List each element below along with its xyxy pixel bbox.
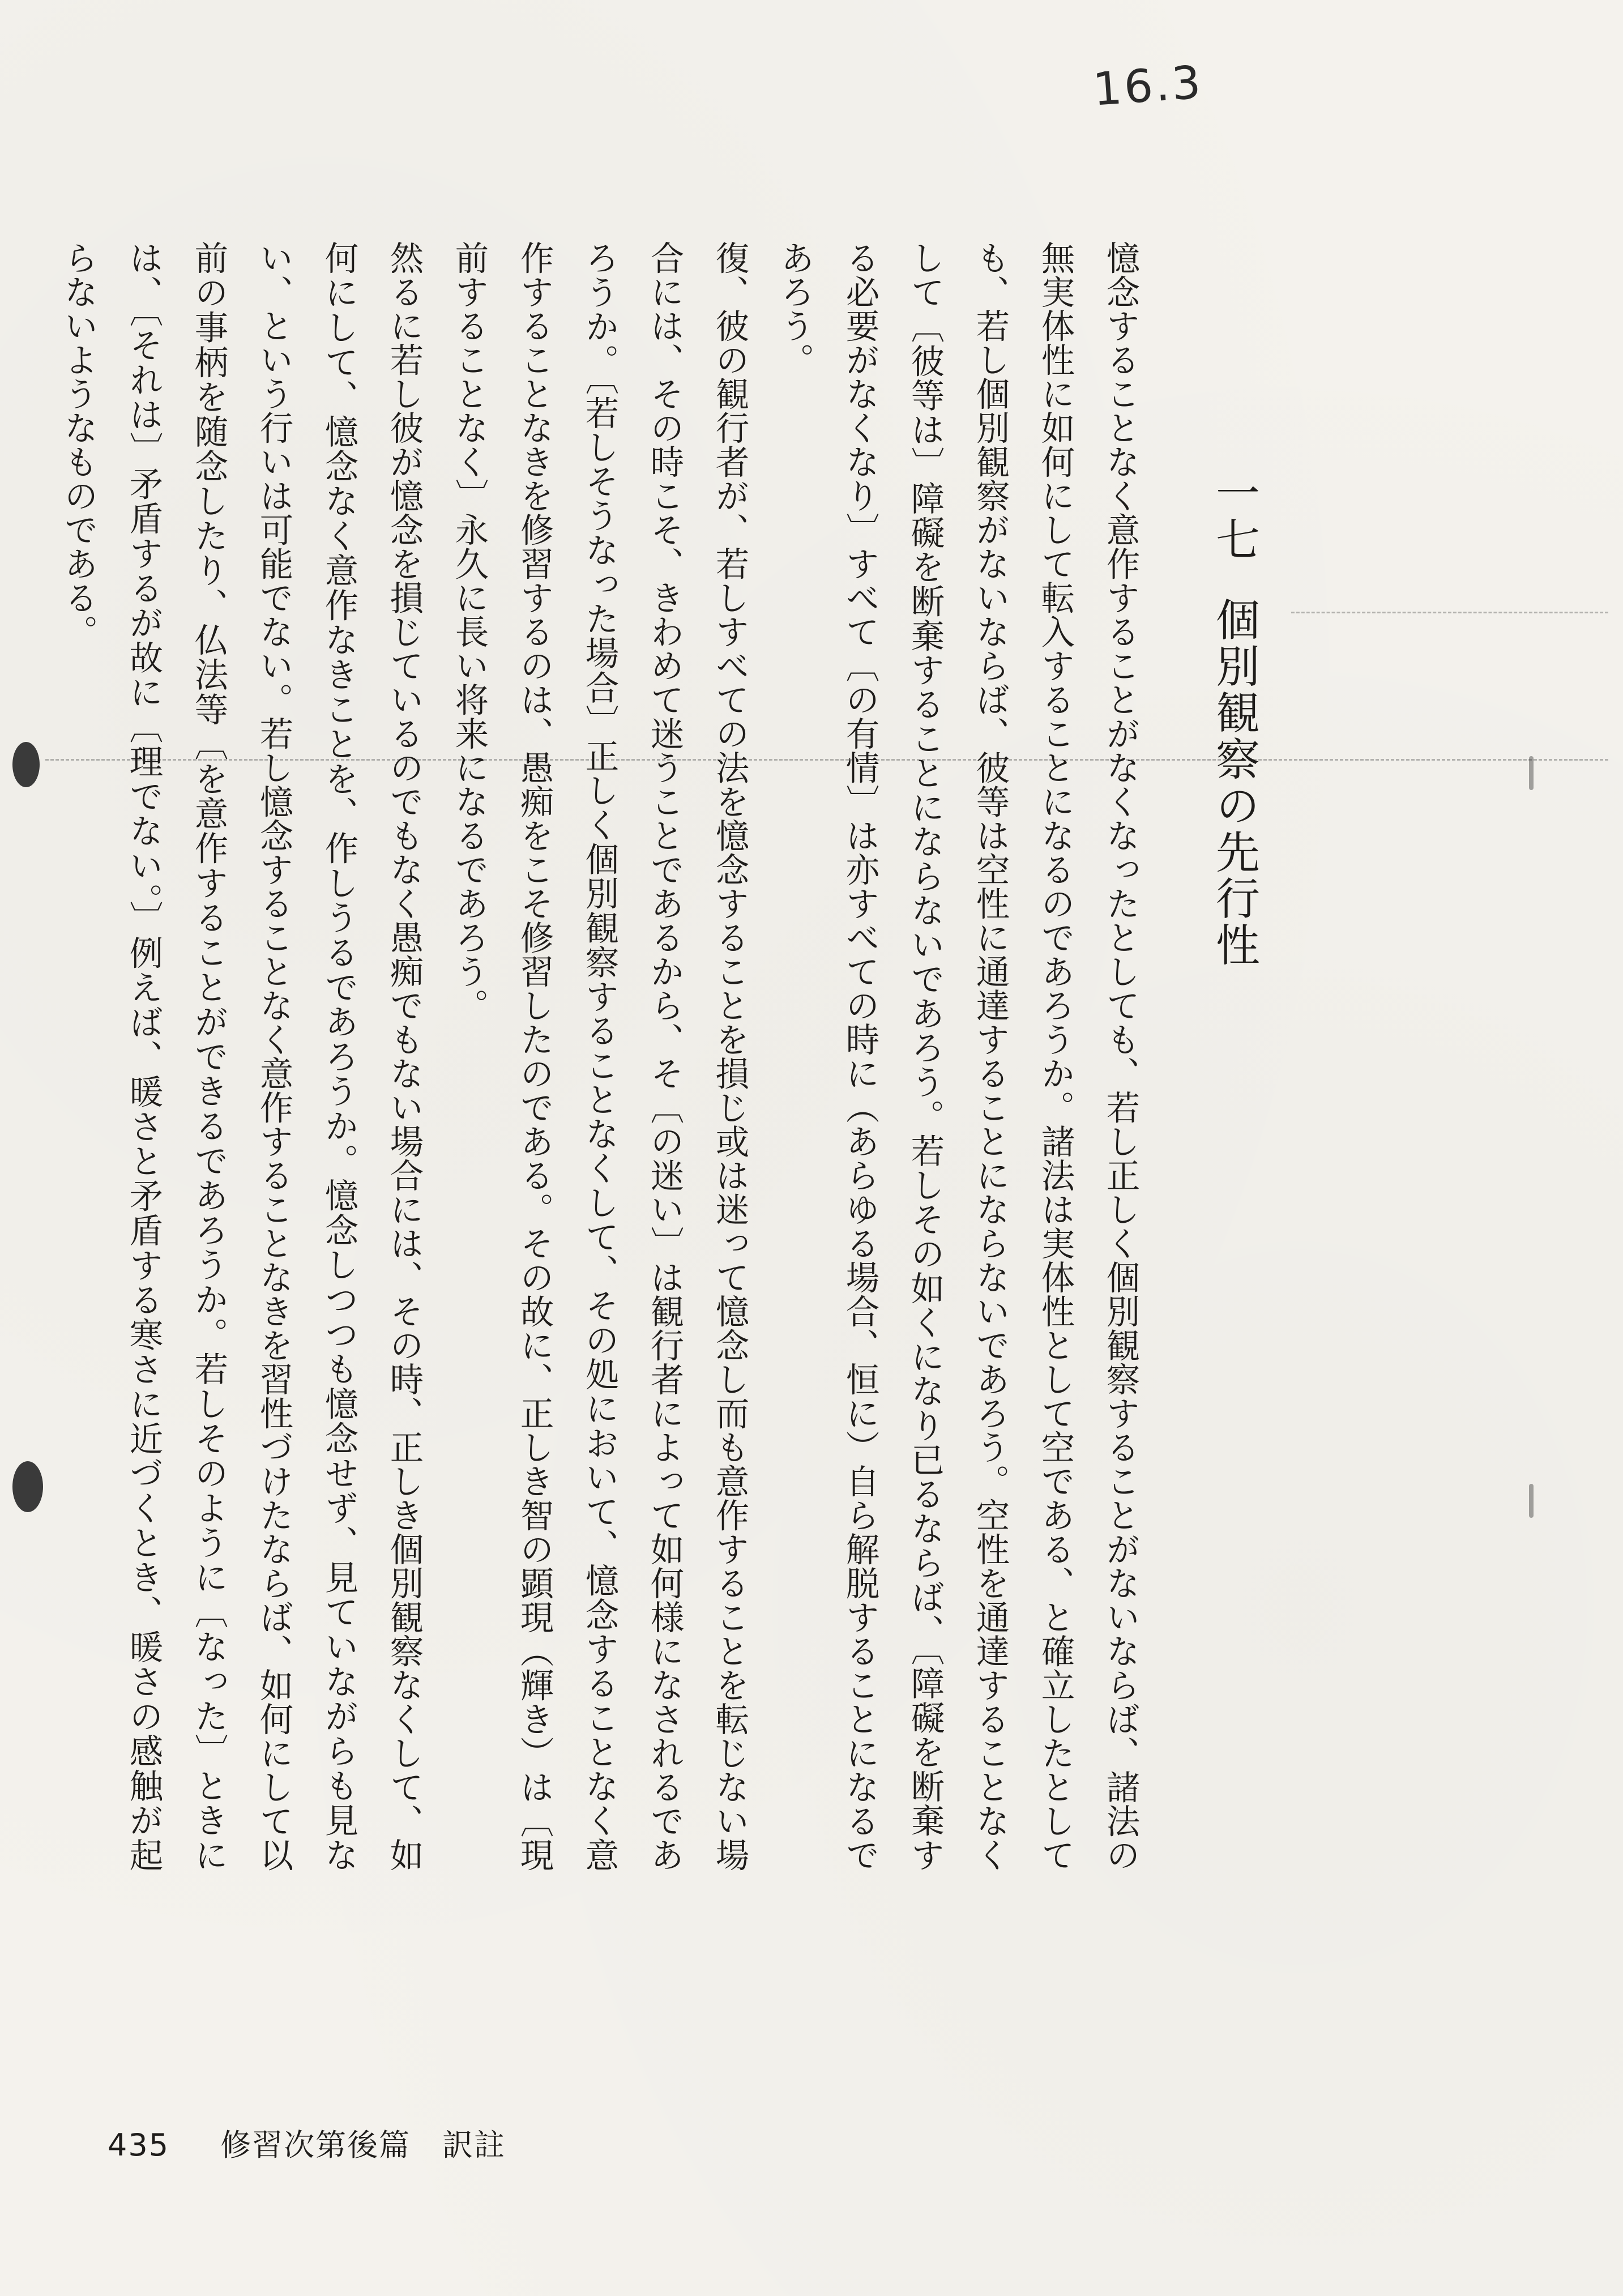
section-number: 一七 — [1208, 470, 1259, 563]
margin-mark-bottom — [1529, 1484, 1534, 1518]
paragraph-1: 憶念することなく意作することがなくなったとしても、若し正しく個別観察することがないならば、諸法の無実体性に如何にして転入することになるのであろうか。諸法は実体性として空である、と確立したとしても、若し個別観察がないならば、彼等は空性に通達することにならないであろう。空性を通達することなくして〔彼等は〕障礙を断棄することにならないであろう。若しその如くになり已るならば、〔障礙を断棄する必要がなくなり〕すべて〔の有情〕は亦すべての時に（あらゆる場合、恒に）自ら解脱することになるであろう。 — [775, 241, 1140, 1872]
paragraph-3: 然るに若し彼が憶念を損じているのでもなく愚痴でもない場合には、その時、正しき個別観察なくして、如何にして、憶念なく意作なきことを、作しうるであろうか。憶念しつつも憶念せず、見ていながらも見ない、という行いは可能でない。若し憶念することなく意作することなきを習性づけたならば、如何にして以前の事柄を随念したり、仏法等〔を意作することができるであろうか。若しそのように〔なった〕ときには、〔それは〕矛盾するが故に〔理でない。〕例えば、暖さと矛盾する寒さに近づくとき、暖さの感触が起らないようなものである。 — [59, 241, 424, 1872]
binding-hole-top — [12, 742, 40, 787]
running-title: 修習次第後篇 訳註 — [220, 2127, 506, 2163]
handwritten-note: 16.3 — [1091, 56, 1205, 116]
margin-mark-top — [1529, 756, 1534, 790]
binding-hole-bottom — [12, 1461, 43, 1512]
page-footer — [108, 2121, 506, 2165]
section-heading — [1208, 470, 1259, 968]
fold-line-upper — [1291, 612, 1608, 613]
paragraph-2: 復、彼の観行者が、若しすべての法を憶念することを損じ或は迷って憶念し而も意作することを転じない場合には、その時こそ、きわめて迷うことであるから、そ〔の迷い〕は観行者によって如何様になされるであろうか。〔若しそうなった場合〕正しく個別観察することなくして、その処において、憶念することなく意作することなきを修習するのは、愚痴をこそ修習したのである。その故に、正しき智の顕現（輝き）は〔現前することなく〕永久に長い将来になるであろう。 — [450, 241, 749, 1872]
section-title: 個別観察の先行性 — [1208, 597, 1259, 968]
body-text — [59, 241, 1153, 1872]
page-number: 435 — [108, 2127, 170, 2163]
